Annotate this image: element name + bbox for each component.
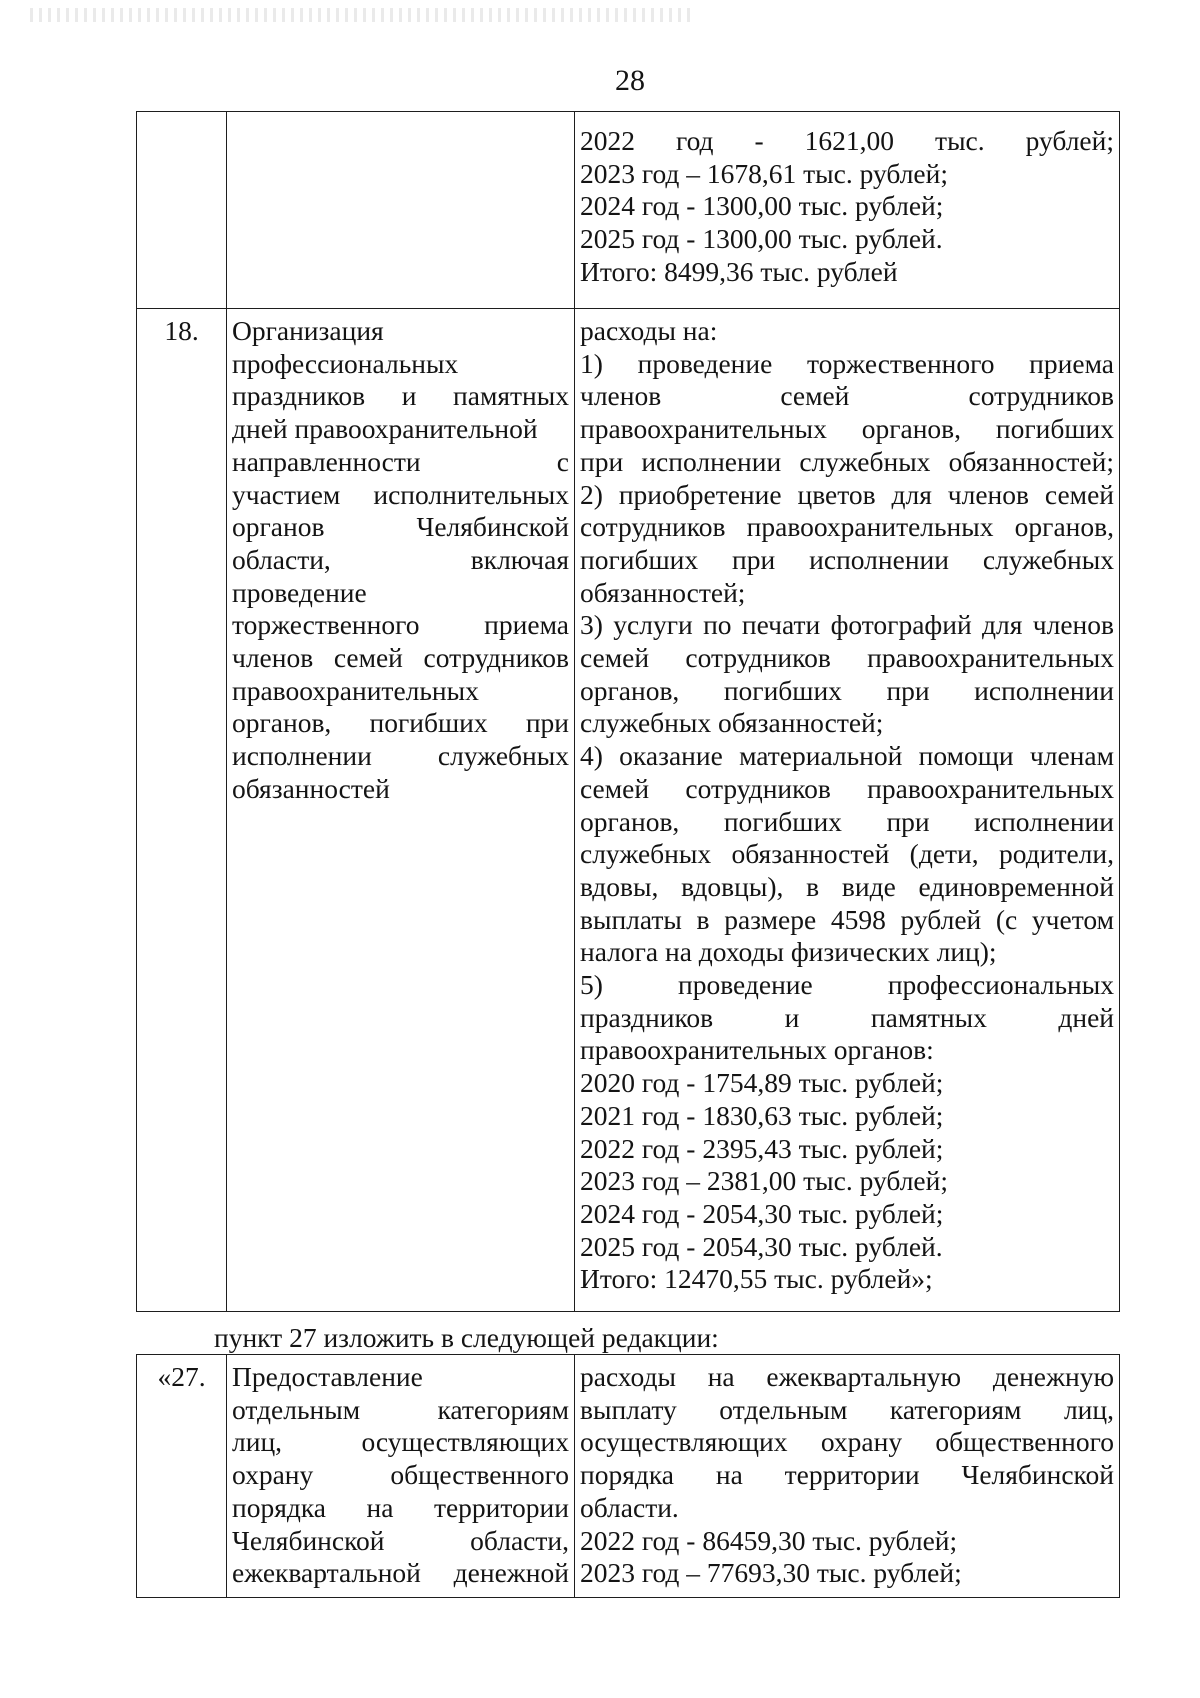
- text-line: направленности с: [232, 445, 569, 477]
- text-line: 2023 год – 2381,00 тыс. рублей;: [580, 1165, 948, 1197]
- text-line: праздников и памятных: [232, 380, 569, 412]
- program-table: [136, 111, 1120, 1312]
- text-line: 1) проведение торжественного приема: [580, 347, 1114, 379]
- instruction-text: пункт 27 изложить в следующей редакции:: [214, 1322, 719, 1353]
- text-line: семей сотрудников правоохранительных: [580, 772, 1114, 804]
- text-line: обязанностей: [232, 772, 390, 804]
- text-line: области, включая: [232, 543, 569, 575]
- text-line: 2025 год - 1300,00 тыс. рублей.: [580, 223, 943, 255]
- text-line: 2022 год - 1621,00 тыс. рублей;: [580, 125, 1114, 156]
- text-line: Предоставление: [232, 1361, 423, 1392]
- text-line: Организация: [232, 315, 384, 346]
- funding-text: [580, 125, 1114, 289]
- text-line: отдельным категориям: [232, 1393, 569, 1425]
- text-line: охрану общественного: [232, 1459, 569, 1491]
- text-line: 2024 год - 1300,00 тыс. рублей;: [580, 190, 944, 222]
- text-line: ежеквартальной денежной: [232, 1557, 569, 1589]
- text-line: 3) услуги по печати фотографий для членов: [580, 609, 1114, 641]
- row-number-cell: «27.: [137, 1355, 227, 1598]
- activity-name-text: [232, 315, 569, 806]
- text-line: Челябинской области,: [232, 1524, 569, 1556]
- text-line: торжественного приема: [232, 609, 569, 641]
- text-line: осуществляющих охрану общественного: [580, 1426, 1114, 1458]
- text-line: профессиональных: [232, 347, 459, 379]
- text-line: выплату отдельным категориям лиц,: [580, 1393, 1114, 1425]
- text-line: при исполнении служебных обязанностей;: [580, 445, 1114, 477]
- text-line: погибших при исполнении служебных: [580, 543, 1114, 575]
- row-number-cell: [137, 112, 227, 309]
- text-line: области.: [580, 1491, 679, 1523]
- text-line: праздников и памятных дней: [580, 1001, 1114, 1033]
- text-line: правоохранительных: [232, 674, 479, 706]
- funding-cell: [575, 309, 1120, 1312]
- text-line: расходы на:: [580, 315, 718, 346]
- funding-cell: [575, 112, 1120, 309]
- text-line: членов семей сотрудников: [580, 380, 1114, 412]
- text-line: Итого: 8499,36 тыс. рублей: [580, 255, 898, 287]
- text-line: правоохранительных органов, погибших: [580, 413, 1114, 445]
- text-line: сотрудников правоохранительных органов,: [580, 511, 1114, 543]
- text-line: порядка на территории: [232, 1491, 569, 1523]
- text-line: участием исполнительных: [232, 478, 569, 510]
- text-line: 2023 год – 1678,61 тыс. рублей;: [580, 157, 948, 189]
- text-line: 2021 год - 1830,63 тыс. рублей;: [580, 1099, 944, 1131]
- text-line: 5) проведение профессиональных: [580, 969, 1114, 1001]
- page-number: 28: [615, 64, 645, 97]
- text-line: исполнении служебных: [232, 740, 569, 772]
- text-line: выплаты в размере 4598 рублей (с учетом: [580, 903, 1114, 935]
- text-line: порядка на территории Челябинской: [580, 1459, 1114, 1491]
- funding-text: [580, 1361, 1114, 1590]
- text-line: органов, погибших при: [232, 707, 569, 739]
- text-line: служебных обязанностей;: [580, 707, 884, 739]
- text-line: 4) оказание материальной помощи членам: [580, 740, 1114, 772]
- text-line: членов семей сотрудников: [232, 642, 569, 674]
- text-line: Итого: 12470,55 тыс. рублей»;: [580, 1263, 933, 1295]
- activity-name-cell: [227, 1355, 575, 1598]
- text-line: 2) приобретение цветов для членов семей: [580, 478, 1114, 510]
- text-line: лиц, осуществляющих: [232, 1426, 569, 1458]
- text-line: правоохранительных органов:: [580, 1034, 934, 1066]
- text-line: 2020 год - 1754,89 тыс. рублей;: [580, 1067, 944, 1099]
- activity-name-text: [232, 1361, 569, 1590]
- text-line: проведение: [232, 576, 367, 608]
- text-line: расходы на ежеквартальную денежную: [580, 1361, 1114, 1392]
- text-line: органов, погибших при исполнении: [580, 805, 1114, 837]
- activity-name-cell: [227, 112, 575, 309]
- text-line: обязанностей;: [580, 576, 746, 608]
- funding-text: [580, 315, 1114, 1296]
- text-line: 2022 год - 2395,43 тыс. рублей;: [580, 1132, 944, 1164]
- table-row: [137, 309, 1120, 1312]
- text-line: вдовы, вдовцы), в виде единовременной: [580, 870, 1114, 902]
- text-line: служебных обязанностей (дети, родители,: [580, 838, 1114, 870]
- row-number-cell: 18.: [137, 309, 227, 1312]
- text-line: органов, погибших при исполнении: [580, 674, 1114, 706]
- text-line: семей сотрудников правоохранительных: [580, 642, 1114, 674]
- text-line: дней правоохранительной: [232, 413, 538, 445]
- text-line: налога на доходы физических лиц);: [580, 936, 997, 968]
- table-row: [137, 112, 1120, 309]
- scan-artifact: [30, 8, 690, 22]
- text-line: 2023 год – 77693,30 тыс. рублей;: [580, 1557, 962, 1589]
- funding-cell: [575, 1355, 1120, 1598]
- activity-name-cell: [227, 309, 575, 1312]
- program-table-item-27: [136, 1354, 1120, 1598]
- text-line: 2022 год - 86459,30 тыс. рублей;: [580, 1524, 958, 1556]
- text-line: 2025 год - 2054,30 тыс. рублей.: [580, 1230, 943, 1262]
- text-line: 2024 год - 2054,30 тыс. рублей;: [580, 1197, 944, 1229]
- table-row: [137, 1355, 1120, 1598]
- text-line: органов Челябинской: [232, 511, 569, 543]
